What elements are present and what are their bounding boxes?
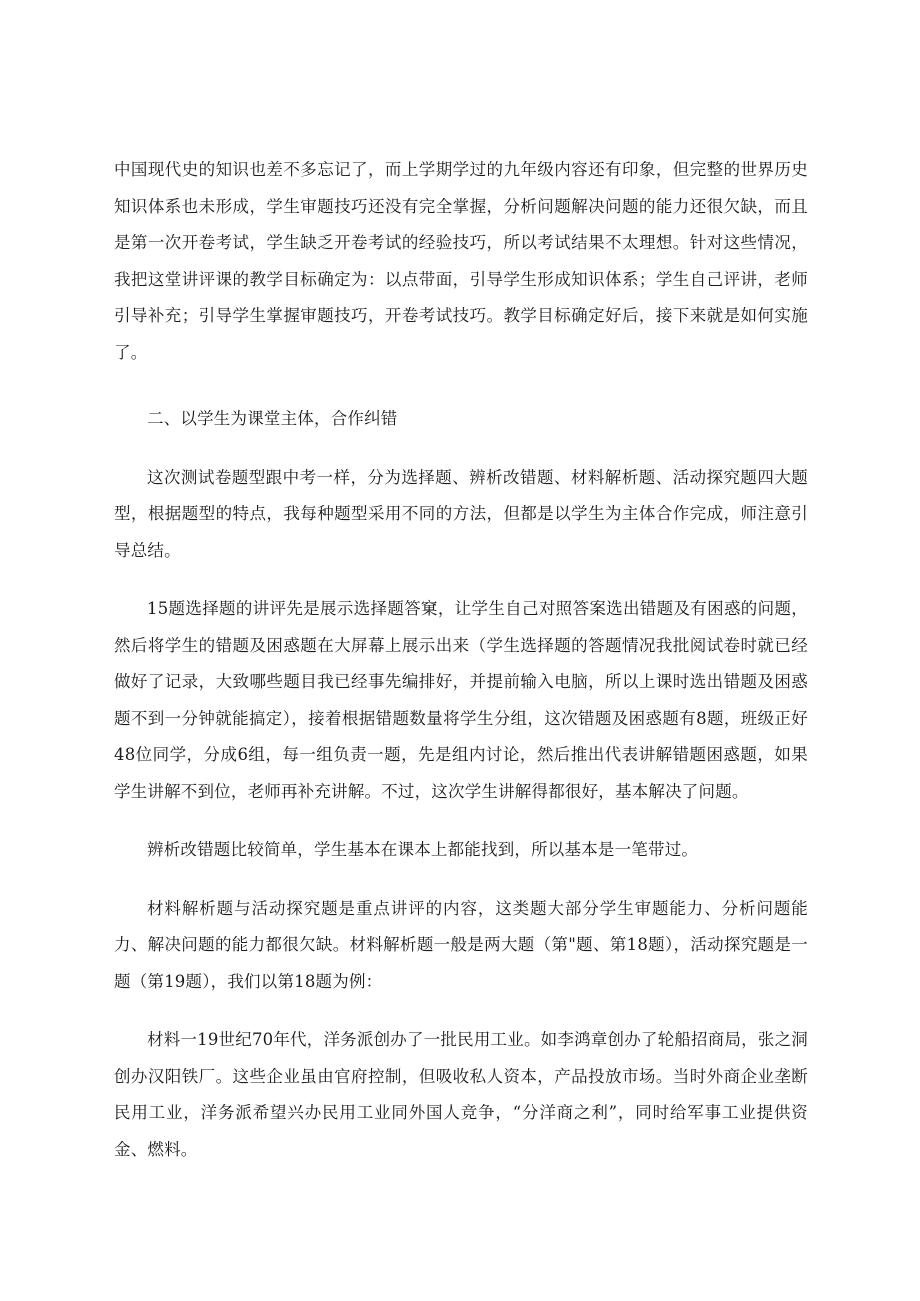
section-heading: 二、以学生为课堂主体，合作纠错 bbox=[147, 409, 398, 428]
paragraph-continuation: 中国现代史的知识也差不多忘记了，而上学期学过的九年级内容还有印象，但完整的世界历史知识体系也未形成，学生审题技巧还没有完全掌握，分析问题解决问题的能力还很欠缺，而且是第一次开卷考试，学生缺乏开卷考试的经验技巧，所以考试结果不太理想。针对这些情况，我把这堂讲评课的教学目标确定为：以点带面，引导学生形成知识体系；学生自己评讲，老师引导补充；引导学生掌握审题技巧，开卷考试技巧。教学目标确定好后，接下来就是如何实施了。 bbox=[114, 160, 808, 362]
paragraph-multiple-choice: 15题选择题的讲评先是展示选择题答窠，让学生自己对照答案选出错题及有困惑的问题，然后将学生的错题及困惑题在大屏幕上展示出来（学生选择题的答题情况我批阅试卷时就已经做好了记录，大致哪些题目我已经事先编排好，并提前输入电脑，所以上课时选出错题及困惑题不到一分钟就能搞定），接着根据错题数量将学生分组，这次错题及困惑题有8题，班级正好48位同学，分成6组，每一组负责一题，先是组内讨论，然后推出代表讲解错题困惑题，如果学生讲解不到位，老师再补充讲解。不过，这次学生讲解得都很好，基本解决了问题。 bbox=[114, 599, 808, 801]
paragraph-material-analysis: 材料解析题与活动探究题是重点讲评的内容，这类题大部分学生审题能力、分析问题能力、解决问题的能力都很欠缺。材料解析题一般是两大题（第"题、第18题），活动探究题是一题（第19题），我们以第18题为例： bbox=[114, 898, 808, 991]
paragraph-error-correction: 辨析改错题比较简单，学生基本在课本上都能找到，所以基本是一笔带过。 bbox=[147, 840, 699, 859]
paragraph-material-one: 材料一19世纪70年代，洋务派创办了一批民用工业。如李鸿章创办了轮船招商局，张之洞创办汉阳铁厂。这些企业虽由官府控制，但吸收私人资本，产品投放市场。当时外商企业垄断民用工业，洋务派希望兴办民用工业同外国人竞争，“分洋商之利”，同时给军事工业提供资金、燃料。 bbox=[114, 1030, 808, 1159]
document-page bbox=[114, 152, 808, 1168]
paragraph-question-types: 这次测试卷题型跟中考一样，分为选择题、辨析改错题、材料解析题、活动探究题四大题型，根据题型的特点，我每种题型采用不同的方法，但都是以学生为主体合作完成，师注意引导总结。 bbox=[114, 467, 808, 560]
